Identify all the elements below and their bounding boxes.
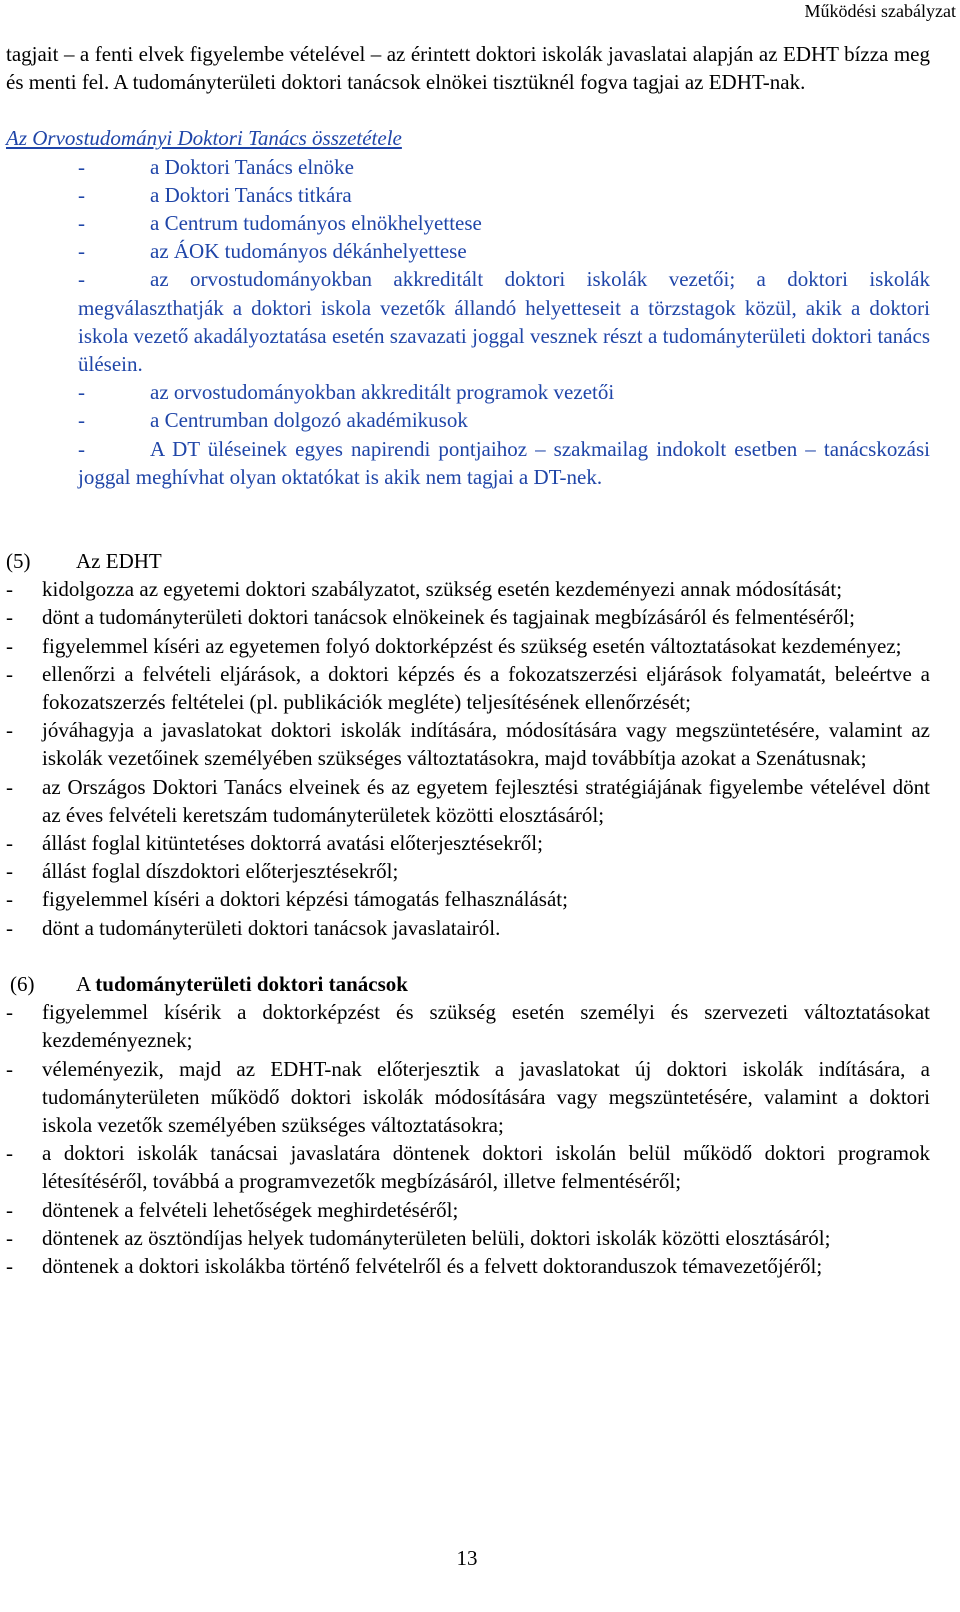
section-5-heading xyxy=(6,547,930,575)
list-item xyxy=(6,435,930,491)
list-item xyxy=(6,181,930,209)
running-header: Működési szabályzat xyxy=(804,1,956,21)
list-item-text: a Doktori Tanács elnöke xyxy=(150,154,354,179)
list-item xyxy=(6,265,930,378)
list-item-text: dönt a tudományterületi doktori tanácsok elnökeinek és tagjainak megbízásáról és felmentéséről; xyxy=(42,605,855,630)
list-item-text: dönt a tudományterületi doktori tanácsok javaslatairól. xyxy=(42,915,501,940)
list-item xyxy=(6,716,930,772)
list-dash: - xyxy=(6,1056,13,1081)
list-item-text: az orvostudományokban akkreditált programok vezetői xyxy=(150,380,615,405)
page-number: 13 xyxy=(456,1546,478,1570)
section-6-title-bold: tudományterületi doktori tanácsok xyxy=(95,971,408,996)
list-item xyxy=(6,237,930,265)
list-dash: - xyxy=(6,718,13,743)
list-item xyxy=(6,660,930,716)
list-item xyxy=(6,1196,930,1224)
list-item xyxy=(6,1139,930,1195)
list-item-text: állást foglal kitüntetéses doktorrá avatási előterjesztésekről; xyxy=(42,831,543,856)
list-item-text: a Centrumban dolgozó akadémikusok xyxy=(150,408,468,433)
list-dash: - xyxy=(78,211,85,236)
list-item-text: figyelemmel kíséri a doktori képzési támogatás felhasználását; xyxy=(42,887,568,912)
list-dash: - xyxy=(6,915,13,940)
list-item-text: ellenőrzi a felvételi eljárások, a doktori képzés és a fokozatszerzési eljárások folyamatát, beleértve a fokozatszerzés feltételei (pl. publikációk megléte) teljesítésének ellenőrzését; xyxy=(42,661,930,715)
list-dash: - xyxy=(6,1225,13,1250)
list-item-text: a doktori iskolák tanácsai javaslatára döntenek doktori iskolán belül működő doktori programok létesítéséről, továbbá a programvezetők megbízásáról, illetve felmentéséről; xyxy=(42,1141,930,1194)
list-item xyxy=(6,829,930,857)
list-dash: - xyxy=(6,774,13,799)
orvostudomanyi-block xyxy=(6,124,930,491)
list-dash: - xyxy=(6,577,13,602)
list-item xyxy=(6,575,930,603)
section-6-heading xyxy=(6,970,930,998)
list-item xyxy=(6,914,930,942)
list-item xyxy=(6,998,930,1054)
list-dash: - xyxy=(78,380,85,405)
list-item xyxy=(6,1252,930,1280)
section-6-number: (6) xyxy=(10,971,35,996)
list-dash: - xyxy=(6,859,13,884)
list-item-text: döntenek a felvételi lehetőségek meghirdetéséről; xyxy=(42,1197,459,1222)
list-dash: - xyxy=(78,182,85,207)
list-item xyxy=(6,857,930,885)
list-item xyxy=(6,406,930,434)
list-dash: - xyxy=(6,1000,13,1025)
list-dash: - xyxy=(6,1253,13,1278)
list-item-text: figyelemmel kíséri az egyetemen folyó doktorképzést és szükség esetén változtatásokat kezdeményez; xyxy=(42,633,902,658)
list-item xyxy=(6,603,930,631)
list-item xyxy=(6,632,930,660)
list-item-text: a Doktori Tanács titkára xyxy=(150,182,352,207)
list-item-text: döntenek a doktori iskolákba történő felvételről és a felvett doktoranduszok témavezetőjéről; xyxy=(42,1253,823,1278)
list-item xyxy=(6,773,930,829)
page-content xyxy=(6,40,930,1280)
list-item xyxy=(6,885,930,913)
list-item-text: kidolgozza az egyetemi doktori szabályzatot, szükség esetén kezdeményezi annak módosítását; xyxy=(42,577,843,602)
list-item-text: az ÁOK tudományos dékánhelyettese xyxy=(150,239,467,264)
section-5-list xyxy=(6,575,930,942)
section-5-title: Az EDHT xyxy=(76,549,162,574)
list-item-text: döntenek az ösztöndíjas helyek tudományterületen belüli, doktori iskolák közötti elosztásáról; xyxy=(42,1225,831,1250)
list-dash: - xyxy=(6,605,13,630)
orvostudomanyi-list xyxy=(6,153,930,491)
list-dash: - xyxy=(6,661,13,686)
list-item xyxy=(6,153,930,181)
list-dash: - xyxy=(78,239,85,264)
section-6-list xyxy=(6,998,930,1280)
list-item xyxy=(6,209,930,237)
list-item-text: figyelemmel kísérik a doktorképzést és szükség esetén személyi és szervezeti változtatásokat kezdeményeznek; xyxy=(42,1000,930,1053)
list-item-text: az orvostudományokban akkreditált doktori iskolák vezetői; a doktori iskolák megválaszthatják a doktori iskola vezetők állandó helyetteseit a törzstagok közül, akik a doktori iskola vezető akadályoztatása esetén szavazati joggal vesznek részt a tudományterületi doktori tanács ülésein. xyxy=(78,267,930,377)
list-item-text: véleményezik, majd az EDHT-nak előterjesztik a javaslatokat új doktori iskolák indítására, a tudományterületen működő doktori iskolák módosítására vagy megszüntetésére, valamint a doktori iskola vezetők személyében szükséges változtatásokra; xyxy=(42,1056,930,1137)
list-item-text: az Országos Doktori Tanács elveinek és az egyetem fejlesztési stratégiájának figyelembe vételével dönt az éves felvételi keretszám tudományterületek közötti elosztásáról; xyxy=(42,774,930,827)
list-dash: - xyxy=(78,154,85,179)
list-item xyxy=(6,1055,930,1140)
list-item-text: A DT üléseinek egyes napirendi pontjaihoz – szakmailag indokolt esetben – tanácskozási joggal meghívhat olyan oktatókat is akik nem tagjai a DT-nek. xyxy=(78,436,930,489)
list-item-text: jóváhagyja a javaslatokat doktori iskolák indítására, módosítására vagy megszüntetésére, valamint az iskolák vezetőinek személyében szükséges változtatásokra, majd továbbítja azokat a Szenátusnak; xyxy=(42,718,930,771)
list-item-text: állást foglal díszdoktori előterjesztésekről; xyxy=(42,859,399,884)
list-dash: - xyxy=(6,831,13,856)
list-dash: - xyxy=(6,633,13,658)
list-dash: - xyxy=(6,1197,13,1222)
list-dash: - xyxy=(6,887,13,912)
list-dash: - xyxy=(78,436,85,461)
list-item-text: a Centrum tudományos elnökhelyettese xyxy=(150,211,482,236)
intro-paragraph: tagjait – a fenti elvek figyelembe vételével – az érintett doktori iskolák javaslatai alapján az EDHT bízza meg és menti fel. A tudományterületi doktori tanácsok elnökei tisztüknél fogva tagjai az EDHT-nak. xyxy=(6,42,930,95)
list-dash: - xyxy=(78,408,85,433)
list-item xyxy=(6,378,930,406)
list-item xyxy=(6,1224,930,1252)
orvostudomanyi-title: Az Orvostudományi Doktori Tanács összetétele xyxy=(6,126,402,151)
section-5-number: (5) xyxy=(6,549,31,574)
section-6-title-prefix: A xyxy=(76,971,91,996)
list-dash: - xyxy=(6,1141,13,1166)
list-dash: - xyxy=(78,267,85,292)
